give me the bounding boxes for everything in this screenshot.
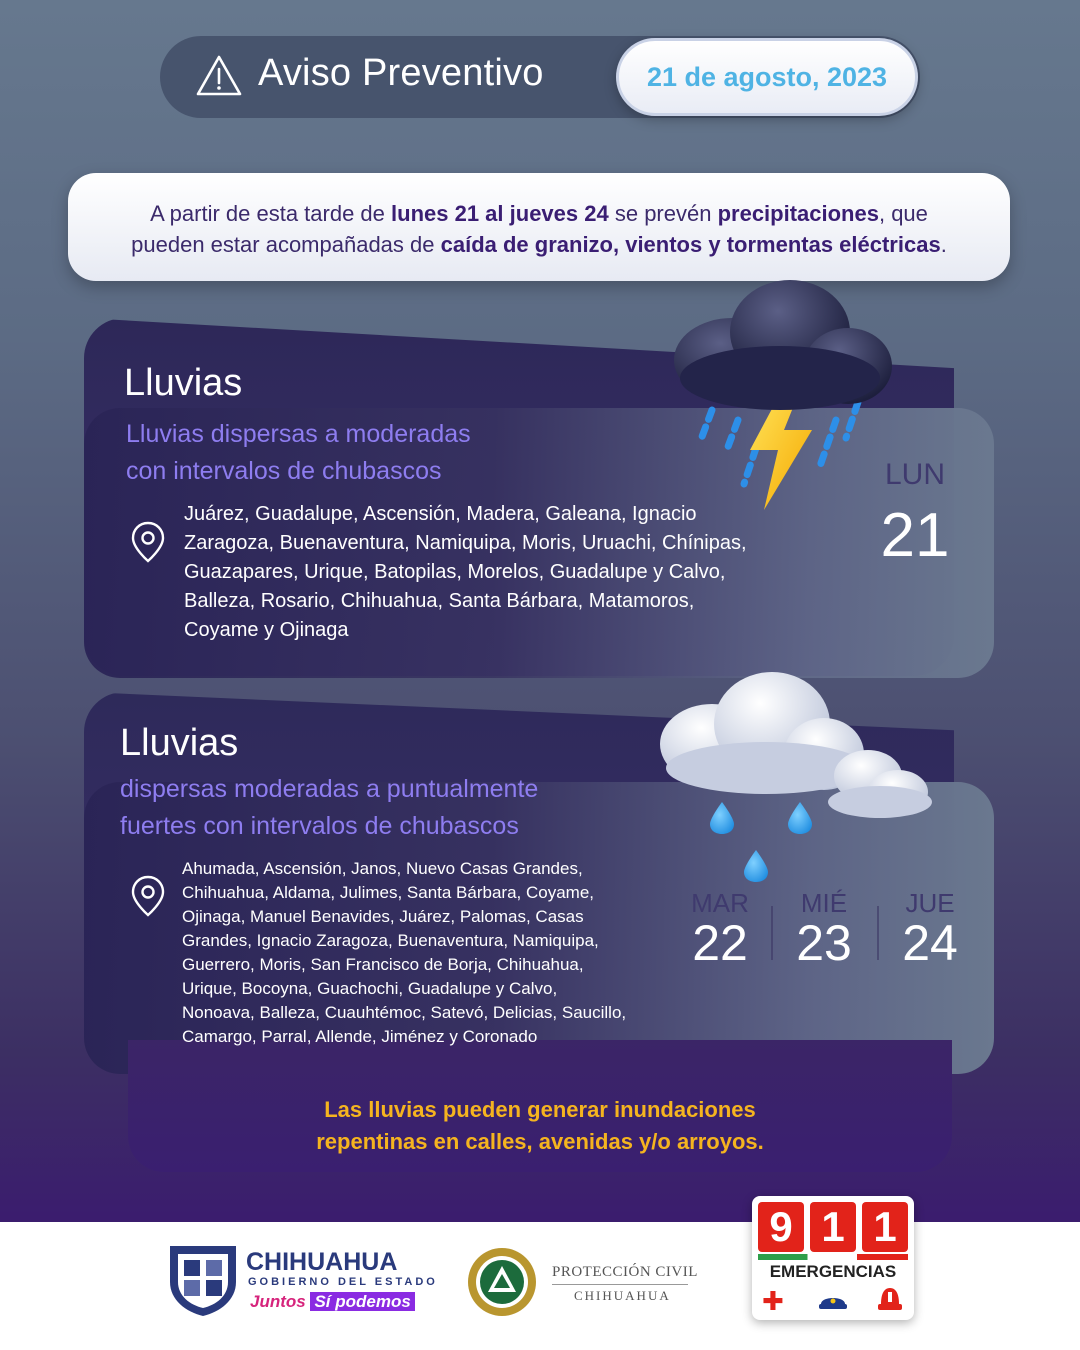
flood-warning-line: repentinas en calles, avenidas y/o arroyos. <box>316 1129 764 1154</box>
card1-subtitle <box>126 416 471 490</box>
logos-bar <box>0 1222 1080 1350</box>
intro-text: se prevén <box>608 201 718 226</box>
card2-day-number: 22 <box>692 915 748 971</box>
card2-day-number: 23 <box>796 915 852 971</box>
intro-emphasis: precipitaciones <box>717 201 879 226</box>
place-line: Camargo, Parral, Allende, Jiménez y Coronado <box>182 1027 538 1046</box>
slogan-part: Sí podemos <box>310 1292 414 1311</box>
date-badge: 21 de agosto, 2023 <box>616 38 918 116</box>
intro-emphasis: caída de granizo, vientos y tormentas eléctricas <box>440 232 941 257</box>
intro-text: . <box>940 232 947 257</box>
civil-protection-logo <box>464 1244 540 1320</box>
card2-subtitle-line: fuertes con intervalos de chubascos <box>120 812 519 840</box>
location-pin-icon <box>130 520 166 564</box>
card1-title: Lluvias <box>124 362 243 404</box>
medical-cross-icon: ✚ <box>762 1286 784 1316</box>
state-subtitle: GOBIERNO DEL ESTADO <box>248 1276 438 1288</box>
intro-text: pueden estar acompañadas de <box>131 232 441 257</box>
emergency-label: EMERGENCIAS <box>769 1262 897 1281</box>
intro-text: , que <box>878 201 928 226</box>
card1-subtitle-line: con intervalos de chubascos <box>126 457 442 485</box>
flag-stripe <box>758 1254 908 1260</box>
card2-day-number: 24 <box>902 915 958 971</box>
emergency-digit: 9 <box>758 1202 804 1252</box>
day-separator <box>771 906 773 960</box>
place-line: Guazapares, Urique, Batopilas, Morelos, Guadalupe y Calvo, <box>184 561 726 583</box>
card2-subtitle <box>120 771 538 845</box>
day-separator <box>877 906 879 960</box>
state-slogan <box>250 1292 415 1312</box>
slogan-part: Juntos <box>250 1292 306 1311</box>
emergency-digit: 1 <box>862 1202 908 1252</box>
place-line: Guerrero, Moris, San Francisco de Borja, Chihuahua, <box>182 955 584 974</box>
state-name: CHIHUAHUA <box>246 1248 398 1276</box>
place-line: Zaragoza, Buenaventura, Namiquipa, Moris, Uruachi, Chínipas, <box>184 532 747 554</box>
card2-subtitle-line: dispersas moderadas a puntualmente <box>120 775 539 803</box>
police-cap-icon <box>818 1292 848 1312</box>
thunderstorm-cloud-icon <box>660 270 900 520</box>
place-line: Juárez, Guadalupe, Ascensión, Madera, Galeana, Ignacio <box>184 503 697 525</box>
place-line: Chihuahua, Aldama, Julimes, Santa Bárbara, Coyame, <box>182 883 595 902</box>
flood-warning-line: Las lluvias pueden generar inundaciones <box>324 1097 756 1122</box>
civil-protection-subtitle: CHIHUAHUA <box>574 1288 671 1303</box>
intro-notice <box>68 173 1010 281</box>
divider <box>552 1284 688 1285</box>
warning-icon <box>196 54 242 98</box>
card1-day-label: LUN <box>884 458 945 491</box>
emergency-digit: 1 <box>810 1202 856 1252</box>
card1-places <box>184 500 747 645</box>
place-line: Urique, Bocoyna, Guachochi, Guadalupe y Calvo, <box>182 979 558 998</box>
civil-protection-title: PROTECCIÓN CIVIL <box>552 1264 698 1280</box>
place-line: Coyame y Ojinaga <box>184 619 349 641</box>
place-line: Ojinaga, Manuel Benavides, Juárez, Palomas, Casas <box>182 907 584 926</box>
place-line: Nonoava, Balleza, Cuauhtémoc, Satevó, Delicias, Saucillo, <box>182 1003 627 1022</box>
intro-emphasis: lunes 21 al jueves 24 <box>391 201 609 226</box>
state-shield-logo <box>166 1242 240 1318</box>
card2-day-label: MIÉ <box>800 888 848 918</box>
flood-warning <box>128 1094 952 1158</box>
card2-day-label: MAR <box>691 888 749 918</box>
page-title: Aviso Preventivo <box>258 52 544 94</box>
card2-places <box>182 857 626 1049</box>
card1-subtitle-line: Lluvias dispersas a moderadas <box>126 420 471 448</box>
location-pin-icon <box>130 874 166 918</box>
place-line: Ahumada, Ascensión, Janos, Nuevo Casas Grandes, <box>182 859 583 878</box>
rain-cloud-icon <box>654 664 940 888</box>
card1-day-number: 21 <box>880 501 950 570</box>
place-line: Balleza, Rosario, Chihuahua, Santa Bárbara, Matamoros, <box>184 590 695 612</box>
place-line: Grandes, Ignacio Zaragoza, Buenaventura, Namiquipa, <box>182 931 599 950</box>
card2-title: Lluvias <box>120 722 239 764</box>
firefighter-helmet-icon <box>878 1286 902 1314</box>
intro-text: A partir de esta tarde de <box>150 201 392 226</box>
card2-day-label: JUE <box>905 888 955 918</box>
